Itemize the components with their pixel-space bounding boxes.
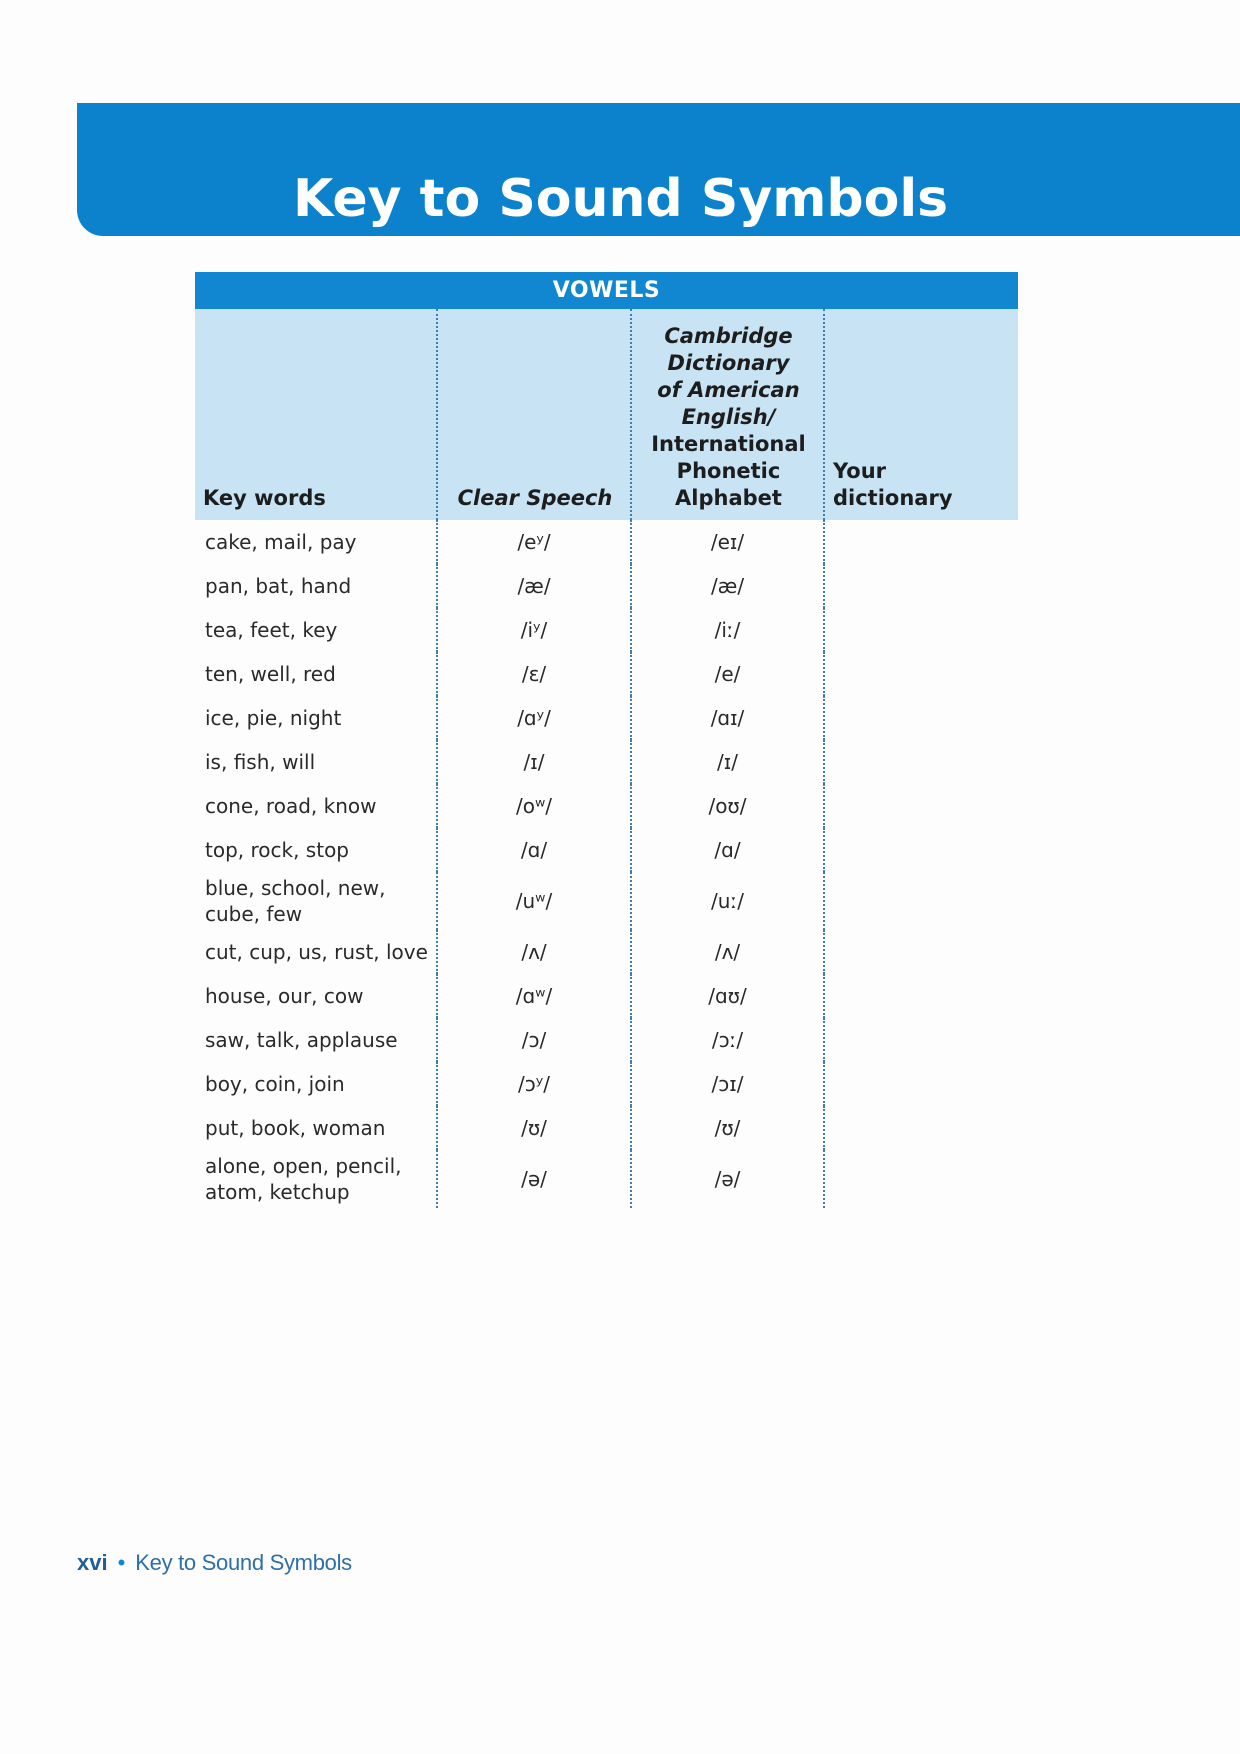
key-words-line: tea, feet, key — [205, 618, 338, 642]
key-words-cell — [195, 608, 437, 652]
your-dictionary-cell — [824, 974, 1018, 1018]
cambridge-line: Cambridge — [664, 324, 793, 348]
ipa-cell: /uː/ — [631, 872, 824, 930]
clear-speech-cell: /iʸ/ — [437, 608, 631, 652]
key-words-line: is, fish, will — [205, 750, 316, 774]
clear-speech-cell: /ɑʸ/ — [437, 696, 631, 740]
key-words-cell — [195, 872, 437, 930]
cambridge-line: Dictionary — [667, 351, 790, 375]
your-dictionary-cell — [824, 828, 1018, 872]
ipa-cell: /ʌ/ — [631, 930, 824, 974]
key-words-line: cut, cup, us, rust, love — [205, 940, 428, 964]
clear-speech-cell: /ɔʸ/ — [437, 1062, 631, 1106]
your-dictionary-cell — [824, 1018, 1018, 1062]
key-words-cell — [195, 564, 437, 608]
clear-speech-cell: /oʷ/ — [437, 784, 631, 828]
ipa-cell: /eɪ/ — [631, 520, 824, 564]
key-words-line: boy, coin, join — [205, 1072, 345, 1096]
table-row — [195, 608, 1018, 652]
ipa-cell: /ɑʊ/ — [631, 974, 824, 1018]
ipa-cell: /ʊ/ — [631, 1106, 824, 1150]
key-words-line: ten, well, red — [205, 662, 336, 686]
cambridge-line: of American — [657, 378, 800, 402]
table-row — [195, 974, 1018, 1018]
table-row — [195, 652, 1018, 696]
clear-speech-cell: /ʌ/ — [437, 930, 631, 974]
clear-speech-cell: /ə/ — [437, 1150, 631, 1208]
ipa-cell: /ɔː/ — [631, 1018, 824, 1062]
ipa-cell: /iː/ — [631, 608, 824, 652]
key-words-line: cake, mail, pay — [205, 530, 357, 554]
table-row — [195, 740, 1018, 784]
your-dictionary-cell — [824, 696, 1018, 740]
table-row — [195, 872, 1018, 930]
your-dictionary-cell — [824, 608, 1018, 652]
key-words-line: pan, bat, hand — [205, 574, 352, 598]
page-title: Key to Sound Symbols — [293, 169, 949, 229]
key-words-cell — [195, 740, 437, 784]
cambridge-line: Alphabet — [675, 486, 782, 510]
page-footer — [77, 1550, 352, 1576]
table-row — [195, 1150, 1018, 1208]
cambridge-line: International — [651, 432, 806, 456]
ipa-cell: /ɑɪ/ — [631, 696, 824, 740]
your-dictionary-cell — [824, 564, 1018, 608]
col-header-clear-speech: Clear Speech — [437, 309, 631, 520]
clear-speech-cell: /ɑ/ — [437, 828, 631, 872]
key-words-line: cone, road, know — [205, 794, 377, 818]
col-header-key-words: Key words — [195, 309, 437, 520]
col-header-cambridge-ipa — [631, 309, 824, 520]
table-row — [195, 564, 1018, 608]
key-words-cell — [195, 520, 437, 564]
key-words-line: put, book, woman — [205, 1116, 386, 1140]
key-words-cell — [195, 974, 437, 1018]
key-words-cell — [195, 652, 437, 696]
key-words-cell — [195, 784, 437, 828]
your-dictionary-cell — [824, 784, 1018, 828]
table-body — [195, 520, 1018, 1208]
key-words-cell — [195, 828, 437, 872]
table-row — [195, 930, 1018, 974]
col-header-your-dictionary: Your dictionary — [824, 309, 1018, 520]
ipa-cell: /ə/ — [631, 1150, 824, 1208]
table-row — [195, 828, 1018, 872]
key-words-cell — [195, 930, 437, 974]
your-dictionary-cell — [824, 930, 1018, 974]
key-words-line: ice, pie, night — [205, 706, 342, 730]
clear-speech-cell: /uʷ/ — [437, 872, 631, 930]
your-dictionary-cell — [824, 520, 1018, 564]
key-words-cell — [195, 1150, 437, 1208]
key-words-line: cube, few — [205, 902, 303, 926]
cambridge-line: English/ — [681, 405, 776, 429]
your-dictionary-cell — [824, 872, 1018, 930]
clear-speech-cell: /ɔ/ — [437, 1018, 631, 1062]
ipa-cell: /ɑ/ — [631, 828, 824, 872]
ipa-cell: /æ/ — [631, 564, 824, 608]
your-dictionary-cell — [824, 1062, 1018, 1106]
your-dictionary-cell — [824, 652, 1018, 696]
page-number: xvi — [77, 1550, 108, 1575]
table-row — [195, 784, 1018, 828]
ipa-cell: /e/ — [631, 652, 824, 696]
your-dictionary-cell — [824, 1150, 1018, 1208]
key-words-cell — [195, 1106, 437, 1150]
footer-title: Key to Sound Symbols — [135, 1550, 352, 1575]
clear-speech-cell: /eʸ/ — [437, 520, 631, 564]
key-words-line: atom, ketchup — [205, 1180, 350, 1204]
vowels-table — [195, 309, 1018, 1208]
key-words-cell — [195, 1018, 437, 1062]
ipa-cell: /ɪ/ — [631, 740, 824, 784]
key-words-line: alone, open, pencil, — [205, 1154, 402, 1178]
table-row — [195, 520, 1018, 564]
table-row — [195, 1106, 1018, 1150]
title-banner — [77, 103, 1240, 236]
table-row — [195, 1062, 1018, 1106]
clear-speech-cell: /ɑʷ/ — [437, 974, 631, 1018]
your-dictionary-cell — [824, 1106, 1018, 1150]
footer-bullet: • — [117, 1550, 126, 1575]
vowels-table-container — [195, 272, 1018, 1208]
key-words-cell — [195, 696, 437, 740]
key-words-line: saw, talk, applause — [205, 1028, 398, 1052]
clear-speech-cell: /ɛ/ — [437, 652, 631, 696]
ipa-cell: /ɔɪ/ — [631, 1062, 824, 1106]
table-row — [195, 696, 1018, 740]
clear-speech-cell: /ʊ/ — [437, 1106, 631, 1150]
ipa-cell: /oʊ/ — [631, 784, 824, 828]
table-row — [195, 1018, 1018, 1062]
clear-speech-cell: /æ/ — [437, 564, 631, 608]
cambridge-line: Phonetic — [676, 459, 781, 483]
clear-speech-cell: /ɪ/ — [437, 740, 631, 784]
section-heading: VOWELS — [195, 272, 1018, 309]
key-words-line: blue, school, new, — [205, 876, 386, 900]
key-words-line: house, our, cow — [205, 984, 364, 1008]
key-words-line: top, rock, stop — [205, 838, 349, 862]
table-header-row — [195, 309, 1018, 520]
key-words-cell — [195, 1062, 437, 1106]
your-dictionary-cell — [824, 740, 1018, 784]
